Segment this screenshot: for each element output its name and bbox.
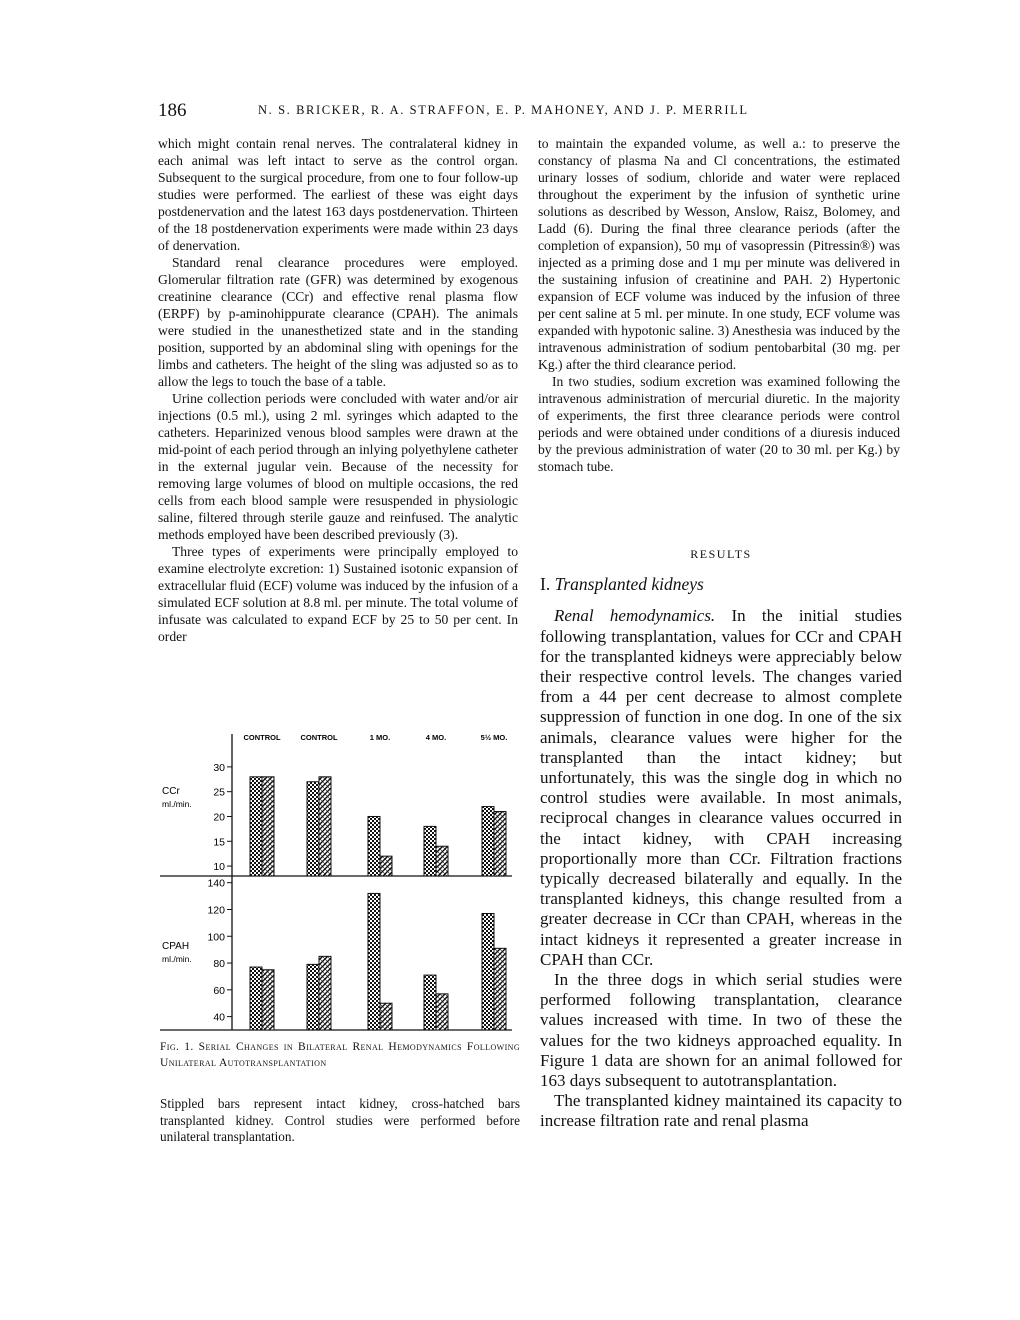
figure-legend: Stippled bars represent intact kidney, cross-hatched bars transplanted kidney. Control studies were performed before unilateral transplantation. bbox=[160, 1096, 520, 1144]
y-tick-label: 80 bbox=[213, 958, 225, 971]
figure-1-bar-chart bbox=[160, 724, 520, 1036]
y-tick-label: 20 bbox=[213, 811, 225, 824]
page-header bbox=[158, 100, 908, 122]
bar-intact-kidney bbox=[482, 807, 494, 876]
running-head-authors: N. S. BRICKER, R. A. STRAFFON, E. P. MAHONEY, AND J. P. MERRILL bbox=[258, 103, 749, 117]
section-number: I. bbox=[540, 574, 551, 595]
bar-intact-kidney bbox=[368, 893, 380, 1030]
y-tick-label: 140 bbox=[207, 877, 225, 890]
bar-intact-kidney bbox=[307, 964, 319, 1030]
right-column-lower bbox=[540, 540, 902, 1132]
bar-transplanted-kidney bbox=[380, 856, 392, 876]
bar-transplanted-kidney bbox=[494, 812, 506, 876]
bar-transplanted-kidney bbox=[319, 777, 331, 876]
category-label: 1 MO. bbox=[369, 733, 391, 742]
paragraph: Three types of experiments were principally employed to examine electrolyte excretion: 1) Sustained isotonic expansion of extracellular fluid (ECF) volume was induced by the infusion of a simulated ECF solution at 8.8 ml. per minute. The total volume of infusate was calculated to expand ECF by 25 to 50 per cent. In order bbox=[158, 544, 518, 644]
right-column-upper bbox=[538, 135, 900, 475]
paragraph: to maintain the expanded volume, as well a.: to preserve the constancy of plasma Na and Cl concentrations, the estimated urinary losses of sodium, chloride and water were replaced throughout the experiment by the infusion of synthetic urine solutions as described by Wesson, Anslow, Raisz, Bolomey, and Ladd (6). During the final three clearance periods (after the completion of expansion), 50 mμ of vasopressin (Pitressin®) was injected as a priming dose and 1 mμ per minute was delivered in the sustaining infusion of creatinine and PAH. 2) Hypertonic expansion of ECF volume was induced by the infusion of three per cent saline at 5 ml. per minute. In one study, ECF volume was expanded with hypotonic saline. 3) Anesthesia was induced by the intravenous administration of sodium pentobarbital (30 mg. per Kg.) after the third clearance period. bbox=[538, 136, 900, 372]
bar-transplanted-kidney bbox=[262, 970, 274, 1030]
paragraph-text: In the initial studies following transplantation, values for CCr and CPAH for the transplanted kidneys were appreciably below their respective control levels. The changes varied from a 44 per cent decrease to almost complete suppression of function in one dog. In one of the six animals, clearance values were higher for the transplanted than the intact kidney; but unfortunately, this was the single dog in which no control studies were available. In most animals, reciprocal changes in clearance values occurred in the intact kidney, with CPAH increasing proportionally more than CCr. Filtration fractions typically decreased bilaterally and equally. In the transplanted kidneys, this change resulted from a greater decrease in CCr than CPAH, whereas in the intact kidneys it represented a greater increase in CPAH than CCr. bbox=[540, 606, 902, 969]
section-title: Transplanted kidneys bbox=[554, 574, 704, 595]
bar-intact-kidney bbox=[250, 967, 262, 1030]
paragraph: In two studies, sodium excretion was examined following the intravenous administration of mercurial diuretic. In the majority of experiments, the first three clearance periods were control periods and were obtained under conditions of a diuresis induced by the previous administration of water (20 to 30 ml. per Kg.) by stomach tube. bbox=[538, 374, 900, 474]
bar-intact-kidney bbox=[250, 777, 262, 876]
page-number: 186 bbox=[158, 100, 187, 121]
y-tick-label: 15 bbox=[213, 836, 225, 849]
section-heading bbox=[540, 574, 902, 594]
results-heading: RESULTS bbox=[690, 547, 752, 561]
y-tick-label: 40 bbox=[213, 1011, 225, 1024]
y-tick-label: 60 bbox=[213, 984, 225, 997]
y-tick-label: 10 bbox=[213, 861, 225, 874]
y-tick-label: 30 bbox=[213, 761, 225, 774]
y-tick-label: 100 bbox=[207, 931, 225, 944]
figure-caption bbox=[160, 1040, 520, 1071]
y-axis-unit-label: ml./min. bbox=[162, 799, 192, 809]
bar-intact-kidney bbox=[424, 975, 436, 1030]
paragraph bbox=[540, 606, 902, 970]
run-in-heading: Renal hemodynamics. bbox=[554, 606, 716, 626]
paragraph: Standard renal clearance procedures were employed. Glomerular filtration rate (GFR) was determined by exogenous creatinine clearance (CCr) and effective renal plasma flow (ERPF) by p-aminohippurate clearance (CPAH). The animals were studied in the unanesthetized state and in the standing position, supported by an abdominal sling with openings for the limbs and catheters. The height of the sling was adjusted so as to allow the legs to touch the base of a table. bbox=[158, 255, 518, 389]
bar-intact-kidney bbox=[482, 913, 494, 1030]
y-axis-unit-label: ml./min. bbox=[162, 954, 192, 964]
y-tick-label: 120 bbox=[207, 904, 225, 917]
bar-intact-kidney bbox=[368, 816, 380, 876]
paragraph: Urine collection periods were concluded with water and/or air injections (0.5 ml.), using 2 ml. syringes which adapted to the catheters. Heparinized venous blood samples were drawn at the mid-point of each period through an inlying polyethylene catheter in the external jugular vein. Because of the necessity for removing large volumes of blood on multiple occasions, the red cells from each blood sample were resuspended in physiologic saline, filtered through sterile gauze and reinfused. The analytic methods employed have been described previously (3). bbox=[158, 391, 518, 542]
category-label: 4 MO. bbox=[425, 733, 447, 742]
category-label: CONTROL bbox=[300, 733, 338, 742]
y-axis-label: CCr bbox=[162, 786, 180, 797]
paragraph: which might contain renal nerves. The contralateral kidney in each animal was left intact to serve as the control organ. Subsequent to the surgical procedure, from one to four follow-up studies were performed. The earliest of these was eight days postdenervation and the latest 163 days postdenervation. Thirteen of the 18 postdenervation experiments were made within 23 days of denervation. bbox=[158, 136, 518, 253]
category-label: CONTROL bbox=[243, 733, 281, 742]
bar-transplanted-kidney bbox=[436, 846, 448, 876]
bar-transplanted-kidney bbox=[494, 948, 506, 1030]
bar-transplanted-kidney bbox=[436, 994, 448, 1030]
bar-intact-kidney bbox=[424, 826, 436, 876]
figure-caption-text: Fig. 1. Serial Changes in Bilateral Renal Hemodynamics Following Unilateral Autotransplantation bbox=[160, 1041, 520, 1069]
paragraph: The transplanted kidney maintained its capacity to increase filtration rate and renal plasma bbox=[540, 1091, 902, 1131]
y-axis-label: CPAH bbox=[162, 941, 190, 952]
bar-transplanted-kidney bbox=[380, 1003, 392, 1030]
bar-transplanted-kidney bbox=[262, 777, 274, 876]
figure-1 bbox=[160, 724, 520, 1036]
left-column bbox=[158, 135, 518, 645]
bar-transplanted-kidney bbox=[319, 956, 331, 1030]
y-tick-label: 25 bbox=[213, 786, 225, 799]
category-label: 5½ MO. bbox=[480, 733, 508, 742]
paragraph: In the three dogs in which serial studies were performed following transplantation, clearance values increased with time. In two of these the values for the two kidneys approached equality. In Figure 1 data are shown for an animal followed for 163 days subsequent to autotransplantation. bbox=[540, 970, 902, 1091]
bar-intact-kidney bbox=[307, 782, 319, 876]
